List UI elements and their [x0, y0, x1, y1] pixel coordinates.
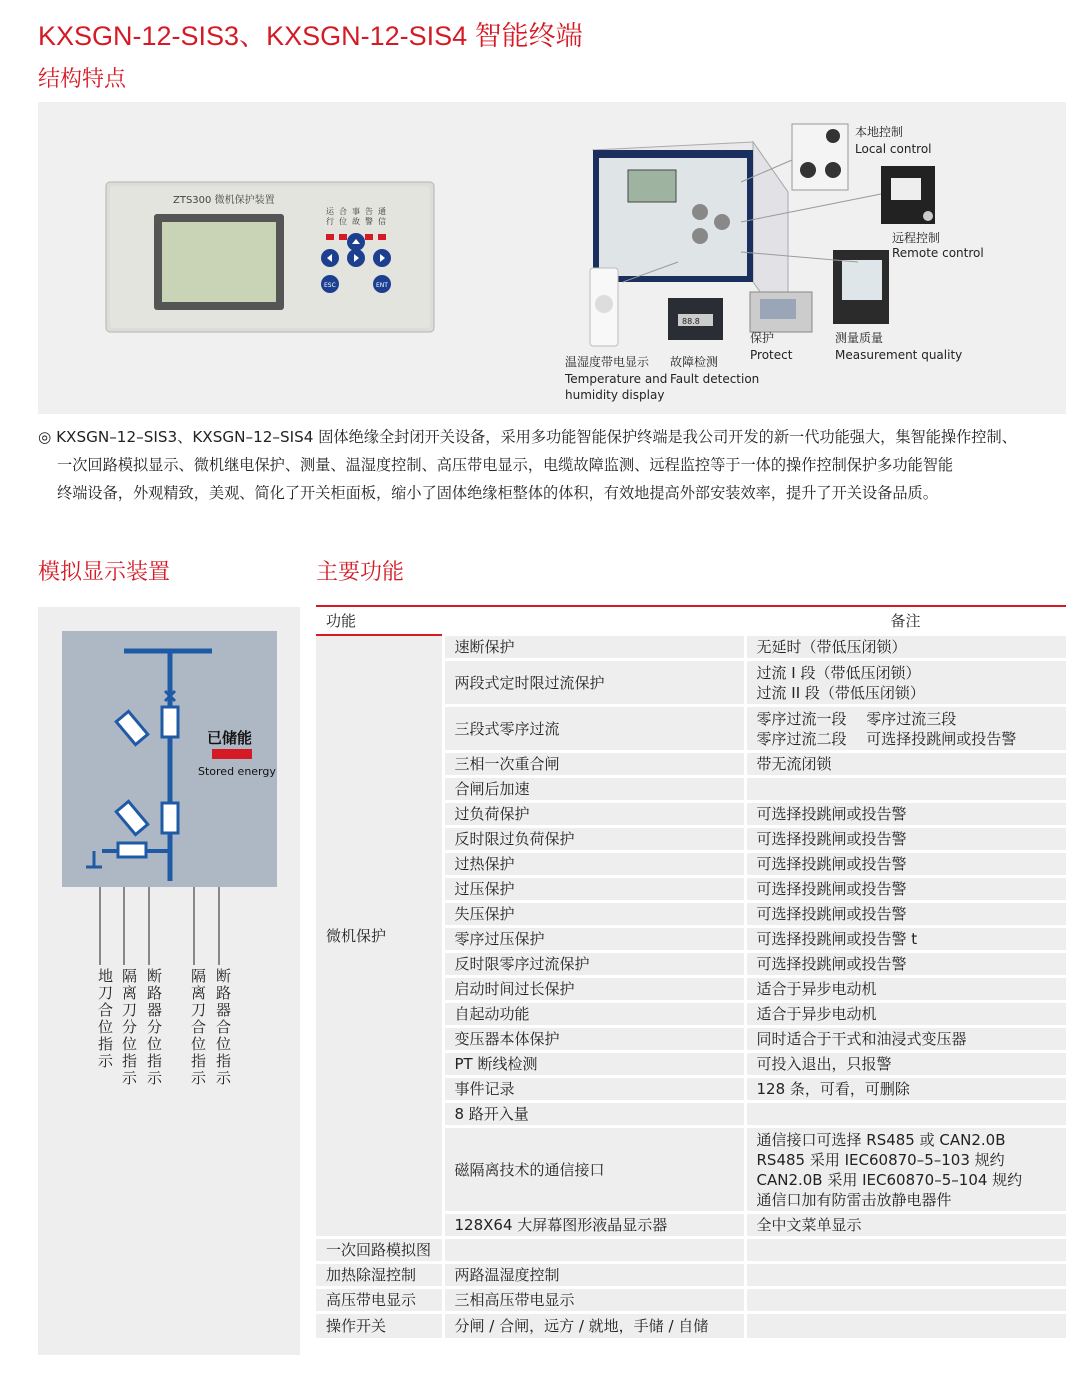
simulation-diagram: [62, 631, 277, 887]
function-name: 变压器本体保护: [443, 1027, 745, 1052]
function-note: [745, 1288, 1066, 1313]
col-header-function: 功能: [316, 606, 443, 635]
function-name: 零序过压保护: [443, 927, 745, 952]
table-row: [316, 1238, 1066, 1263]
function-name: 速断保护: [443, 635, 745, 660]
stored-energy-en: Stored energy: [198, 765, 276, 778]
note-line: 可选择投跳闸或投告警: [756, 905, 907, 923]
function-note: [745, 1002, 1066, 1027]
functions-table: [316, 605, 1066, 1338]
note-line: 同时适合于干式和油浸式变压器: [756, 1030, 967, 1048]
note-line: 128 条，可看，可删除: [756, 1080, 910, 1098]
note-line: 带无流闭锁: [756, 755, 832, 773]
function-name: 三相高压带电显示: [443, 1288, 745, 1313]
function-note: [745, 952, 1066, 977]
svg-text:本地控制: 本地控制: [855, 125, 904, 139]
function-name: 启动时间过长保护: [443, 977, 745, 1002]
table-row: [316, 1313, 1066, 1338]
function-note: [745, 852, 1066, 877]
function-name: 过压保护: [443, 877, 745, 902]
function-note: [745, 1052, 1066, 1077]
function-note: [745, 1127, 1066, 1213]
protect-module: [750, 292, 812, 362]
function-name: 分闸 / 合闸，远方 / 就地，手储 / 自储: [443, 1313, 745, 1338]
section-title-functions: 主要功能: [316, 560, 405, 585]
function-note: [745, 777, 1066, 802]
indicator-label: 地刀合位指示: [96, 968, 114, 1070]
single-line-diagram: [62, 631, 277, 887]
function-note: [745, 1077, 1066, 1102]
note-line: 可选择投跳闸或投告警: [756, 855, 907, 873]
led-label: 警: [365, 217, 373, 226]
led-label: 告: [365, 207, 373, 216]
svg-text:88.8: 88.8: [682, 317, 700, 326]
measurement-module: [833, 250, 962, 362]
note-line: 过流 I 段（带低压闭锁）: [756, 663, 921, 682]
status-led: [365, 234, 373, 240]
svg-text:温湿度带电显示: 温湿度带电显示: [565, 355, 650, 369]
function-note: [745, 1313, 1066, 1338]
function-name: 反时限过负荷保护: [443, 827, 745, 852]
note-line: 无延时（带低压闭锁）: [756, 638, 907, 656]
intro-paragraph: [38, 423, 1068, 507]
status-led: [339, 234, 347, 240]
function-note: [745, 1213, 1066, 1238]
esc-key-label: ESC: [324, 282, 336, 289]
svg-text:Temperature and: Temperature and: [565, 372, 668, 386]
function-note: [745, 902, 1066, 927]
intro-line: 一次回路模拟显示、微机继电保护、测量、温湿度控制、高压带电显示，电缆故障监测、远程监控等于一体的操作控制保护多功能智能: [57, 456, 954, 474]
function-name: 自起动功能: [443, 1002, 745, 1027]
function-name: 两段式定时限过流保护: [443, 660, 745, 706]
function-name: 三段式零序过流: [443, 706, 745, 752]
function-note: [745, 1238, 1066, 1263]
section-title-simulation: 模拟显示装置: [38, 560, 171, 585]
note-line: 通信口加有防雷击放静电器件: [756, 1190, 952, 1209]
temperature-humidity-module: [564, 268, 667, 402]
svg-text:Remote control: Remote control: [892, 246, 984, 260]
indicator-labels: [93, 968, 117, 1070]
svg-text:测量质量: 测量质量: [835, 331, 884, 345]
function-note: [745, 635, 1066, 660]
svg-text:Fault detection: Fault detection: [670, 372, 760, 386]
function-name: 过负荷保护: [443, 802, 745, 827]
function-note: [745, 827, 1066, 852]
indicator-labels: [142, 968, 166, 1087]
function-name: 两路温湿度控制: [443, 1263, 745, 1288]
note-line: 零序过流二段 可选择投跳闸或投告警: [756, 729, 1017, 748]
svg-text:远程控制: 远程控制: [892, 231, 941, 245]
function-name: 失压保护: [443, 902, 745, 927]
status-led: [378, 234, 386, 240]
group-cell: 操作开关: [316, 1313, 443, 1338]
note-line: 零序过流一段 零序过流三段: [756, 709, 957, 728]
indicator-label: 断路器分位指示: [145, 968, 163, 1087]
function-name: 8 路开入量: [443, 1102, 745, 1127]
note-line: RS485 采用 IEC60870–5–103 规约: [756, 1150, 1005, 1169]
svg-text:Measurement quality: Measurement quality: [835, 348, 963, 362]
page-title: KXSGN-12-SIS3、KXSGN-12-SIS4 智能终端: [38, 21, 583, 51]
group-cell: 高压带电显示: [316, 1288, 443, 1313]
panel-title: ZTS300 微机保护装置: [173, 195, 275, 206]
led-label: 合: [339, 207, 347, 216]
function-name: 磁隔离技术的通信接口: [443, 1127, 745, 1213]
function-name: 过热保护: [443, 852, 745, 877]
note-line: CAN2.0B 采用 IEC60870–5–104 规约: [756, 1170, 1023, 1189]
function-note: [745, 660, 1066, 706]
function-note: [745, 927, 1066, 952]
note-line: 通信接口可选择 RS485 或 CAN2.0B: [756, 1130, 1006, 1149]
led-label: 行: [326, 217, 334, 226]
svg-text:Protect: Protect: [750, 348, 793, 362]
product-illustration: [38, 102, 1066, 414]
function-note: [745, 977, 1066, 1002]
function-note: [745, 752, 1066, 777]
svg-text:humidity display: humidity display: [565, 388, 665, 402]
section-title-structure: 结构特点: [38, 67, 127, 92]
led-label: 故: [352, 217, 360, 226]
note-line: 适合于异步电动机: [756, 980, 877, 998]
note-line: 过流 II 段（带低压闭锁）: [756, 683, 925, 702]
function-name: PT 断线检测: [443, 1052, 745, 1077]
led-label: 通: [378, 207, 386, 216]
intro-line: ◎ KXSGN–12–SIS3、KXSGN–12–SIS4 固体绝缘全封闭开关设备，采用多功能智能保护终端是我公司开发的新一代功能强大，集智能操作控制、: [38, 428, 1017, 446]
indicator-labels: [117, 968, 141, 1087]
note-line: 可选择投跳闸或投告警: [756, 805, 907, 823]
function-name: 反时限零序过流保护: [443, 952, 745, 977]
function-name: [443, 1238, 745, 1263]
fault-detection-module: [668, 298, 759, 386]
function-note: [745, 1102, 1066, 1127]
stored-energy-label: 已储能: [207, 729, 253, 747]
indicator-label: 断路器合位指示: [214, 968, 232, 1087]
note-line: 可选择投跳闸或投告警: [756, 830, 907, 848]
led-label: 信: [378, 217, 386, 226]
note-line: 可选择投跳闸或投告警: [756, 955, 907, 973]
note-line: 可选择投跳闸或投告警 t: [756, 930, 918, 948]
product-image-area: [38, 102, 1066, 414]
function-note: [745, 1027, 1066, 1052]
led-label: 事: [352, 207, 360, 216]
remote-control-module: [881, 166, 984, 260]
function-note: [745, 877, 1066, 902]
led-label: 运: [326, 207, 334, 216]
indicator-label: 隔离刀分位指示: [120, 968, 138, 1087]
table-row: [316, 635, 1066, 660]
note-line: 可选择投跳闸或投告警: [756, 880, 907, 898]
table-row: [316, 1263, 1066, 1288]
indicator-arrows: [62, 887, 277, 967]
group-cell: 一次回路模拟图: [316, 1238, 443, 1263]
note-line: 适合于异步电动机: [756, 1005, 877, 1023]
led-label: 位: [339, 217, 347, 226]
note-line: 可投入退出，只报警: [756, 1055, 892, 1073]
indicator-labels: [186, 968, 210, 1087]
function-note: [745, 802, 1066, 827]
indicator-label: 隔离刀合位指示: [189, 968, 207, 1087]
function-name: 合闸后加速: [443, 777, 745, 802]
status-led: [326, 234, 334, 240]
svg-text:保护: 保护: [750, 331, 775, 345]
col-header-note: 备注: [745, 606, 1066, 635]
ent-key-label: ENT: [376, 282, 388, 289]
indicator-labels: [211, 968, 235, 1087]
svg-text:Local control: Local control: [855, 142, 932, 156]
group-cell: 加热除湿控制: [316, 1263, 443, 1288]
function-note: [745, 1263, 1066, 1288]
table-row: [316, 1288, 1066, 1313]
note-line: 全中文菜单显示: [756, 1216, 862, 1234]
function-name: 三相一次重合闸: [443, 752, 745, 777]
function-name: 事件记录: [443, 1077, 745, 1102]
function-name: 128X64 大屏幕图形液晶显示器: [443, 1213, 745, 1238]
function-note: [745, 706, 1066, 752]
controller-front-panel: [106, 182, 434, 332]
svg-text:故障检测: 故障检测: [670, 355, 719, 369]
group-cell: 微机保护: [316, 635, 443, 1238]
intro-line: 终端设备，外观精致，美观、简化了开关柜面板，缩小了固体绝缘柜整体的体积，有效地提高外部安装效率，提升了开关设备品质。: [57, 484, 938, 502]
